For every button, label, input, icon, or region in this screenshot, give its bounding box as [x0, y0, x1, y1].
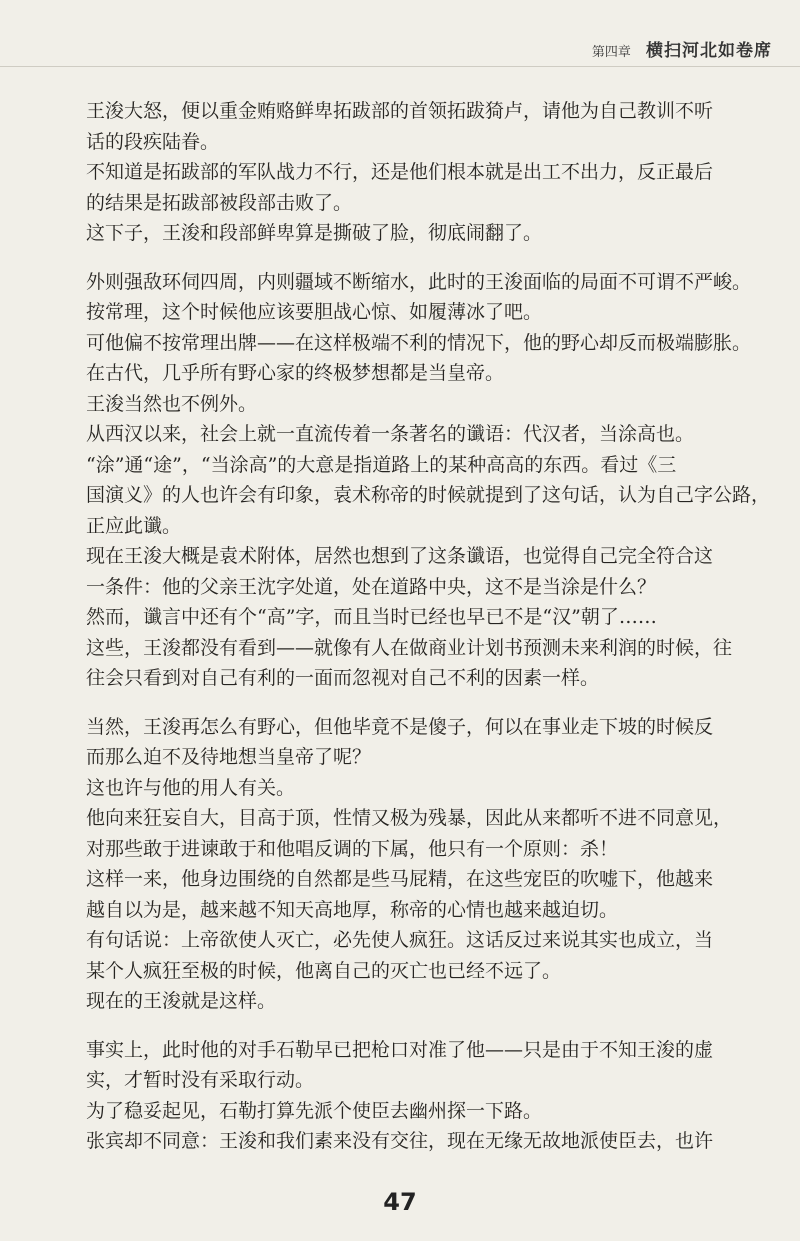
chapter-label: 第四章: [591, 45, 631, 60]
paragraph: [86, 1096, 746, 1127]
paragraph: [86, 96, 746, 157]
text-line: 从西汉以来，社会上就一直流传着一条著名的谶语：代汉者，当涂高也。: [86, 423, 695, 445]
paragraph: [86, 297, 746, 328]
text-line: 在古代，几乎所有野心家的终极梦想都是当皇帝。: [86, 362, 505, 384]
chapter-title: 横扫河北如卷席: [646, 41, 772, 61]
text-line: 这些，王浚都没有看到——就像有人在做商业计划书预测未来利润的时候，往: [86, 636, 733, 659]
text-line: 实，才暂时没有采取行动。: [86, 1069, 315, 1091]
paragraph: [86, 267, 752, 298]
text-line: 现在的王浚就是这样。: [86, 990, 277, 1012]
text-line: 这下子，王浚和段部鲜卑算是撕破了脸，彻底闹翻了。: [86, 222, 543, 244]
text-line: 可他偏不按常理出牌——在这样极端不利的情况下，他的野心却反而极端膨胀。: [86, 331, 752, 354]
text-line: 然而，谶言中还有个“高”字，而且当时已经也早已不是“汉”朝了……: [86, 606, 657, 628]
paragraph: [86, 358, 746, 389]
paragraph: [86, 712, 746, 773]
paragraph: [86, 986, 746, 1017]
paragraph: [86, 602, 746, 633]
text-line: 他向来狂妄自大，目高于顶，性情又极为残暴，因此从来都听不进不同意见，: [86, 807, 733, 829]
header-rule: [0, 66, 800, 67]
text-line: 现在王浚大概是袁术附体，居然也想到了这条谶语，也觉得自己完全符合这: [86, 545, 714, 567]
text-line: 这样一来，他身边围绕的自然都是些马屁精，在这些宠臣的吹嘘下，他越来: [86, 868, 714, 890]
text-line: 这也许与他的用人有关。: [86, 776, 296, 799]
paragraph: [86, 633, 746, 694]
text-line: 话的段疾陆眷。: [86, 130, 220, 153]
text-line: 张宾却不同意：王浚和我们素来没有交往，现在无缘无故地派使臣去，也许: [86, 1130, 714, 1152]
text-line: 的结果是拓跋部被段部击败了。: [86, 191, 353, 214]
text-line: 正应此谶。: [86, 514, 182, 537]
paragraph: [86, 389, 746, 420]
paragraph: [86, 541, 746, 602]
text-line: 往会只看到对自己有利的一面而忽视对自己不利的因素一样。: [86, 667, 600, 689]
text-line: 国演义》的人也许会有印象，袁术称帝的时候就提到了这句话，认为自己字公路，: [86, 484, 771, 506]
page-number: 47: [383, 1188, 417, 1216]
text-line: 王浚当然也不例外。: [86, 392, 258, 415]
text-line: 事实上，此时他的对手石勒早已把枪口对准了他——只是由于不知王浚的虚: [86, 1038, 714, 1061]
paragraph: [86, 864, 746, 925]
running-header: [592, 36, 772, 61]
text-line: 一条件：他的父亲王沈字处道，处在道路中央，这不是当涂是什么？: [86, 575, 657, 598]
text-line: 越自以为是，越来越不知天高地厚，称帝的心情也越来越迫切。: [86, 898, 619, 921]
paragraph: [86, 157, 746, 218]
paragraph: [86, 925, 746, 986]
paragraph: [86, 328, 752, 359]
text-line: “涂”通“途”，“当涂高”的大意是指道路上的某种高高的东西。看过《三: [86, 453, 677, 476]
paragraph: [86, 1035, 746, 1096]
paragraph: [86, 773, 746, 804]
paragraph: [86, 1126, 746, 1157]
text-line: 某个人疯狂至极的时候，他离自己的灭亡也已经不远了。: [86, 959, 562, 982]
text-line: 王浚大怒，便以重金贿赂鲜卑拓跋部的首领拓跋猗卢，请他为自己教训不听: [86, 100, 714, 122]
text-line: 对那些敢于进谏敢于和他唱反调的下属，他只有一个原则：杀！: [86, 837, 619, 860]
text-line: 外则强敌环伺四周，内则疆域不断缩水，此时的王浚面临的局面不可谓不严峻。: [86, 270, 752, 293]
text-line: 而那么迫不及待地想当皇帝了呢？: [86, 746, 372, 768]
text-line: 有句话说：上帝欲使人灭亡，必先使人疯狂。这话反过来说其实也成立，当: [86, 929, 714, 951]
paragraph: [86, 419, 746, 450]
text-line: 为了稳妥起见，石勒打算先派个使臣去幽州探一下路。: [86, 1099, 543, 1122]
text-line: 当然，王浚再怎么有野心，但他毕竟不是傻子，何以在事业走下坡的时候反: [86, 715, 714, 738]
body-text: [86, 96, 771, 1157]
text-line: 不知道是拓跋部的军队战力不行，还是他们根本就是出工不出力，反正最后: [86, 161, 714, 183]
text-line: 按常理，这个时候他应该要胆战心惊、如履薄冰了吧。: [86, 301, 543, 323]
paragraph: [86, 218, 746, 249]
paragraph: [86, 450, 771, 542]
paragraph: [86, 803, 746, 864]
